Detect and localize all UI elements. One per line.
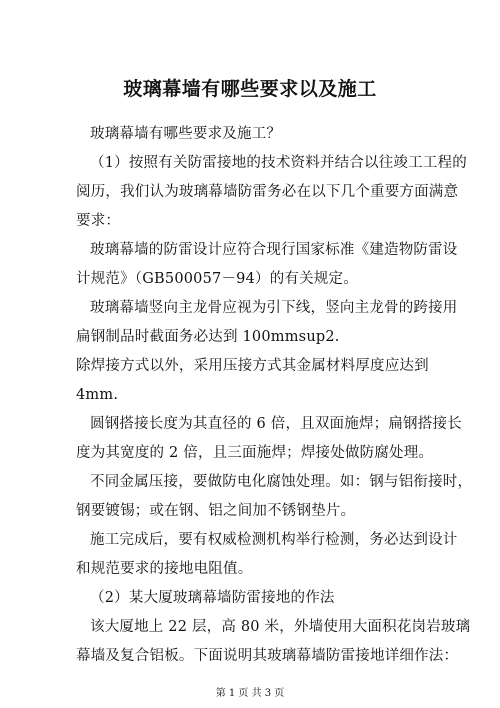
paragraph-line: 阅历，我们认为玻璃幕墙防雷务必在以下几个重要方面满意 xyxy=(76,184,459,200)
document-title: 玻璃幕墙有哪些要求以及施工 xyxy=(123,78,377,100)
paragraph-line: 玻璃幕墙竖向主龙骨应视为引下线，竖向主龙骨的跨接用 xyxy=(90,300,458,316)
paragraph-line: 玻璃幕墙有哪些要求及施工？ xyxy=(90,126,282,142)
paragraph-line: 扁钢制品时截面务必达到 100mmsup2. xyxy=(76,329,340,345)
paragraph-line: （2）某大厦玻璃幕墙防雷接地的作法 xyxy=(90,590,335,606)
paragraph-line: 玻璃幕墙的防雷设计应符合现行国家标准《建造物防雷设 xyxy=(90,242,458,258)
paragraph-line: 4mm. xyxy=(76,387,119,403)
paragraph-line: 该大厦地上 22 层，高 80 米，外墙使用大面积花岗岩玻璃 xyxy=(90,619,471,635)
paragraph-line: 要求： xyxy=(76,213,121,229)
paragraph-line: 不同金属压接，要做防电化腐蚀处理。如：钢与铝衔接时， xyxy=(90,474,473,490)
paragraph-line: 钢要镀锡；或在钢、铝之间加不锈钢垫片。 xyxy=(76,503,356,519)
paragraph-line: 施工完成后，要有权威检测机构举行检测，务必达到设计 xyxy=(90,532,458,548)
page-footer: 第 1 页 共 3 页 xyxy=(215,688,285,699)
paragraph-line: 计规范》（GB500057－94）的有关规定。 xyxy=(76,271,358,287)
paragraph-line: 和规范要求的接地电阻值。 xyxy=(76,561,253,577)
paragraph-line: （1）按照有关防雷接地的技术资料并结合以往竣工工程的 xyxy=(90,155,467,171)
paragraph-line: 幕墙及复合铝板。下面说明其玻璃幕墙防雷接地详细作法： xyxy=(76,648,459,664)
paragraph-line: 圆钢搭接长度为其直径的 6 倍，且双面施焊；扁钢搭接长 xyxy=(90,416,462,432)
paragraph-line: 除焊接方式以外，采用压接方式其金属材料厚度应达到 xyxy=(76,358,429,374)
paragraph-line: 度为其宽度的 2 倍，且三面施焊；焊接处做防腐处理。 xyxy=(76,445,434,461)
